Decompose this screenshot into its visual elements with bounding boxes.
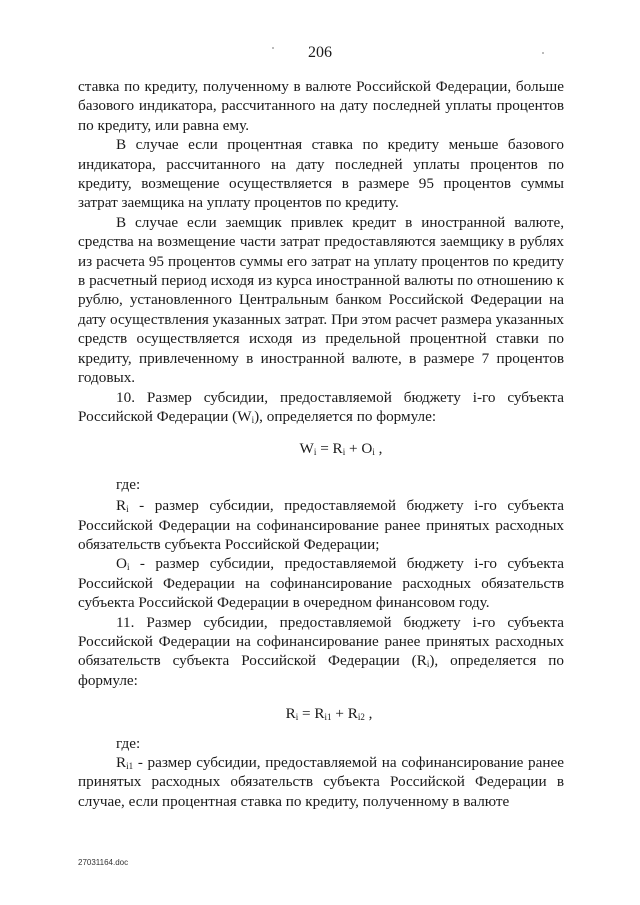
- footer-filename: 27031164.doc: [78, 858, 129, 867]
- formula-w-o-subscript: i: [372, 447, 375, 458]
- formula-r-i2-subscript: i2: [357, 712, 365, 723]
- formula-w-equals-r: = R: [316, 440, 343, 458]
- page-number: 206: [308, 44, 332, 61]
- formula-r: [78, 704, 564, 723]
- formula-w-end: ,: [374, 440, 383, 458]
- formula-r-i1-subscript: i1: [324, 712, 332, 723]
- formula-w-plus-o: + O: [345, 440, 373, 458]
- formula-w-r-subscript: i: [342, 447, 346, 458]
- definition-oi: [78, 554, 564, 612]
- definition-ri1: [78, 753, 564, 811]
- formula-r-end: ,: [364, 705, 373, 723]
- where-label: где:: [116, 475, 141, 493]
- paragraph-rate-below-indicator: В случае если процентная ставка по кредиту меньше базового индикатора, рассчитанного на дату последней уплаты процентов по кредиту, возмещение осуществляется в размере 95 процентов суммы затрат заемщика на уплату процентов по кредиту.: [78, 136, 564, 212]
- paragraph-continuation: ставка по кредиту, полученному в валюте Российской Федерации, больше базового индикатора, рассчитанного на дату последней уплаты процентов по кредиту, или равна ему.: [78, 78, 564, 134]
- formula-w: [78, 439, 564, 458]
- item-11-tail: ), определяется по формуле:: [78, 652, 564, 689]
- definition-oi-symbol: O: [116, 555, 127, 573]
- definition-ri: [78, 496, 564, 554]
- definition-ri1-symbol: R: [116, 754, 127, 771]
- definition-ri-symbol: R: [116, 497, 127, 515]
- formula-r-plus: + R: [331, 705, 358, 723]
- definition-oi-subscript: i: [126, 562, 130, 573]
- paragraph-foreign-currency: В случае если заемщик привлек кредит в иностранной валюте, средства на возмещение части затрат предоставляются заемщику в рублях из расчета 95 процентов суммы его затрат на уплату процентов по кредиту в расчетный период исходя из курса иностранной валюты по отношению к рублю, установленного Центральным банком Российской Федерации на дату осуществления указанных затрат. При этом расчет размера указанных средств осуществляется исходя из предельной процентной ставки по кредиту, привлеченному в иностранной валюте, в размере 7 процентов годовых.: [78, 213, 564, 387]
- definition-ri-text: - размер субсидии, предоставляемой бюджету i-го субъекта Российской Федерации на софинансирование ранее принятых расходных обязательств субъекта Российской Федерации;: [78, 497, 564, 553]
- formula-r-subscript: i: [295, 712, 299, 723]
- formula-r-symbol: R: [285, 705, 296, 723]
- item-10-text: 10. Размер субсидии, предоставляемой бюджету i-го субъекта Российской Федерации (W: [78, 388, 564, 425]
- definition-ri-subscript: i: [126, 504, 129, 515]
- formula-r-equals: = R: [298, 705, 325, 723]
- where-label: где:: [116, 734, 141, 752]
- definition-oi-text: - размер субсидии, предоставляемой бюджету i-го субъекта Российской Федерации на софинансирование расходных обязательств субъекта Российской Федерации в очередном финансовом году.: [78, 555, 564, 612]
- formula-w-symbol: W: [299, 440, 314, 458]
- paragraph-item-11: [78, 613, 564, 691]
- item-10-subscript: i: [251, 414, 255, 425]
- scan-dot: [272, 47, 274, 49]
- paragraph-item-10: [78, 388, 564, 427]
- definition-ri1-text: - размер субсидии, предоставляемой на софинансирование ранее принятых расходных обязательств субъекта Российской Федерации в случае, если процентная ставка по кредиту, полученному в валюте: [78, 754, 564, 810]
- item-10-tail: ), определяется по формуле:: [254, 407, 437, 425]
- item-11-subscript: i: [426, 659, 430, 670]
- scan-dot: [542, 52, 544, 54]
- item-11-text: 11. Размер субсидии, предоставляемой бюджету i-го субъекта Российской Федерации на софинансирование ранее принятых расходных обязательств субъекта Российской Федерации (R: [78, 613, 564, 670]
- document-body: [78, 77, 564, 811]
- formula-w-subscript: i: [313, 447, 317, 458]
- definition-ri1-subscript: i1: [126, 761, 134, 771]
